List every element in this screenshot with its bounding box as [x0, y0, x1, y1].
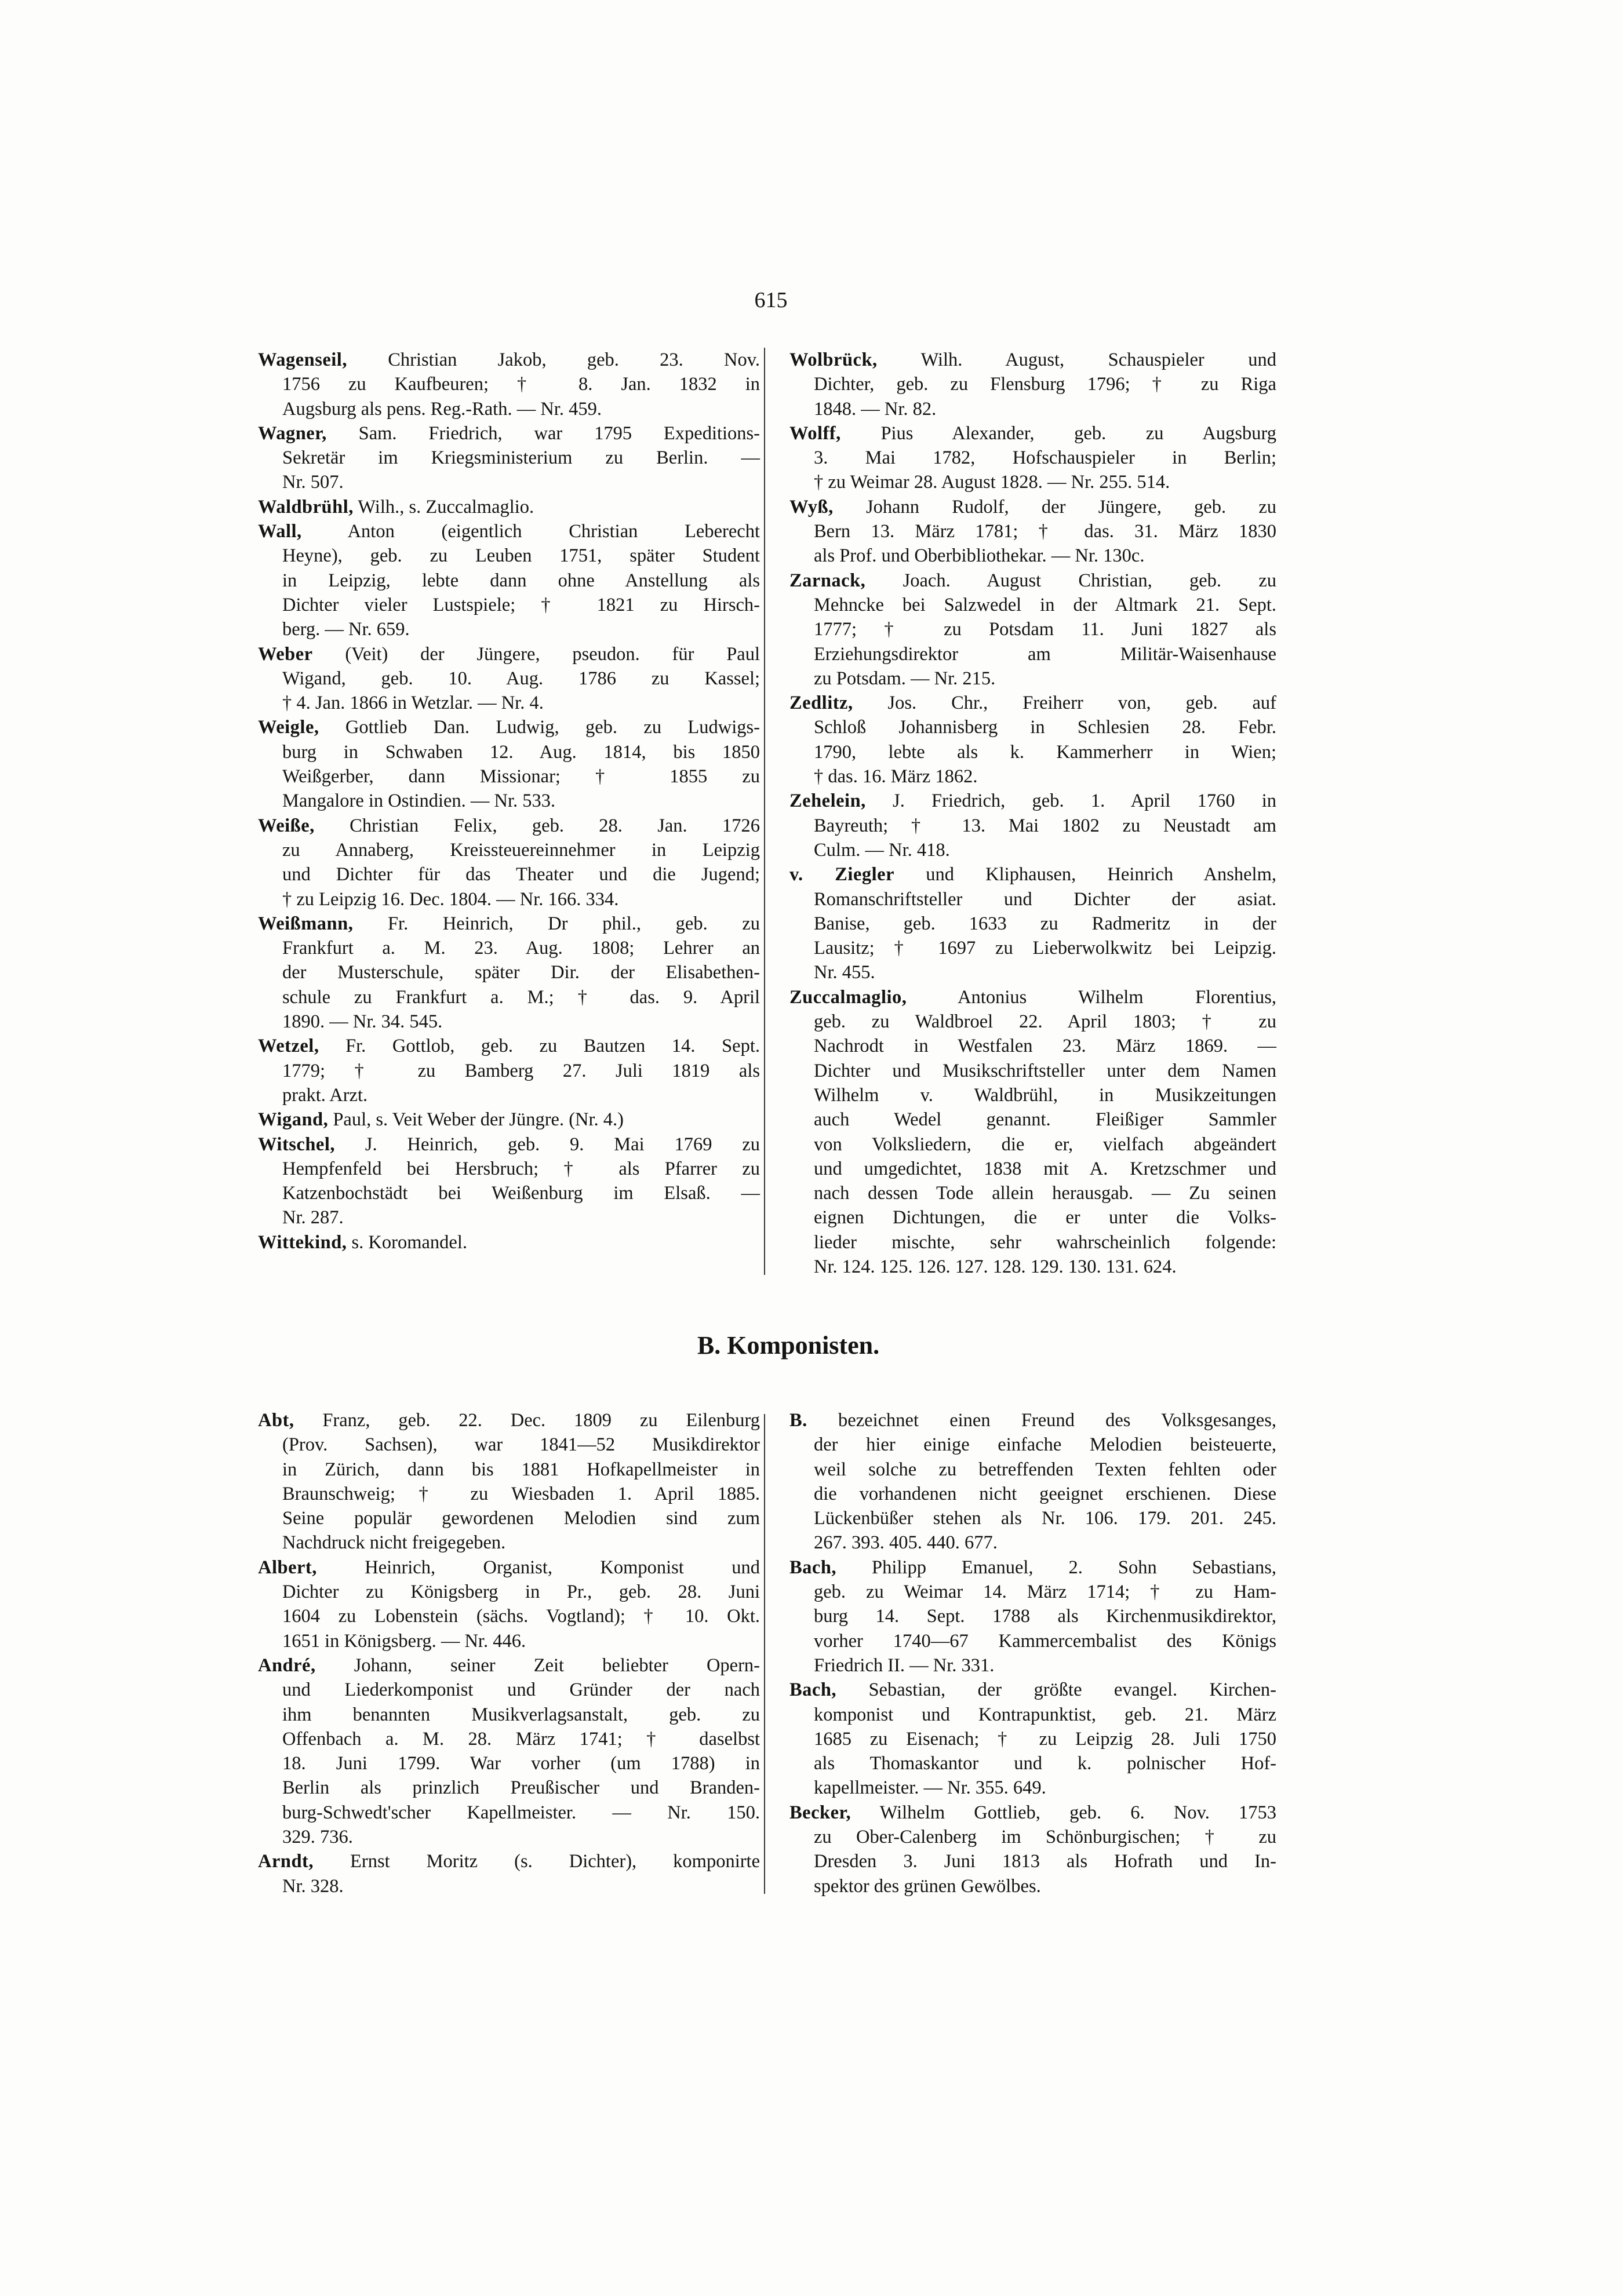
entry-line: [258, 740, 760, 764]
entry-line: [789, 1653, 1276, 1678]
entry-line: [789, 789, 1276, 813]
dictionary-entry: [258, 912, 760, 1034]
entry-line: [258, 617, 760, 642]
entry-headword: Weber: [258, 643, 313, 665]
entry-line: [789, 1555, 1276, 1580]
entry-line: [258, 1825, 760, 1849]
page-number: 615: [754, 288, 788, 312]
entry-text: Gottlieb Dan. Ludwig, geb. zu Ludwigs-: [345, 717, 760, 738]
dictionary-entry: [258, 519, 760, 642]
entry-line: [789, 1703, 1276, 1727]
entry-text: weil solche zu betreffenden Texten fehlten oder: [814, 1459, 1276, 1480]
entry-text: burg-Schwedt'scher Kapellmeister. — Nr. 150.: [282, 1802, 760, 1823]
entry-text: nach dessen Tode allein herausgab. — Zu seinen: [814, 1183, 1276, 1204]
entry-text: Culm. — Nr. 418.: [814, 839, 950, 861]
entry-line: [789, 421, 1276, 446]
column-divider-top: [764, 348, 765, 1275]
entry-text: Heinrich, Organist, Komponist und: [365, 1557, 760, 1578]
entry-text: Johann, seiner Zeit beliebter Opern-: [354, 1654, 760, 1676]
entry-text: Christian Felix, geb. 28. Jan. 1726: [350, 815, 760, 836]
entry-line: [789, 1255, 1276, 1279]
entry-text: und Kliphausen, Heinrich Anshelm,: [926, 864, 1276, 885]
dictionary-entry: [258, 814, 760, 912]
entry-line: [258, 1506, 760, 1530]
entry-line: [258, 1653, 760, 1678]
entry-line: [789, 666, 1276, 691]
entry-text: Wilh., s. Zuccalmaglio.: [358, 496, 534, 517]
dictionary-entry: [789, 421, 1276, 495]
entry-line: [258, 1107, 760, 1132]
entry-text: Friedrich II. — Nr. 331.: [814, 1654, 995, 1676]
entry-headword: Weigle,: [258, 717, 319, 738]
entry-text: Schloß Johannisberg in Schlesien 28. Febr.: [814, 717, 1276, 738]
entry-text: Offenbach a. M. 28. März 1741; † daselbst: [282, 1728, 760, 1750]
entry-line: [789, 1059, 1276, 1083]
entry-line: [258, 519, 760, 544]
entry-text: Romanschriftsteller und Dichter der asiat.: [814, 888, 1276, 910]
entry-headword: Wolbrück,: [789, 349, 878, 370]
entry-text: 3. Mai 1782, Hofschauspieler in Berlin;: [814, 447, 1276, 469]
entry-text: in Zürich, dann bis 1881 Hofkapellmeister in: [282, 1459, 760, 1480]
entry-text: Wigand, geb. 10. Aug. 1786 zu Kassel;: [282, 668, 760, 689]
entry-text: Antonius Wilhelm Florentius,: [958, 986, 1276, 1008]
dictionary-entry: [789, 789, 1276, 862]
entry-headword: Wittekind,: [258, 1231, 347, 1253]
entry-text: der Musterschule, später Dir. der Elisabethen-: [282, 962, 760, 983]
entry-line: [789, 1580, 1276, 1604]
entry-text: 1790, lebte als k. Kammerherr in Wien;: [814, 741, 1276, 763]
entry-line: [258, 1181, 760, 1205]
entry-line: [789, 470, 1276, 494]
entry-line: [789, 1009, 1276, 1034]
entry-text: † das. 16. März 1862.: [814, 766, 978, 788]
entry-text: 1848. — Nr. 82.: [814, 398, 937, 420]
entry-line: [258, 1083, 760, 1107]
column-right-top: [789, 348, 1276, 1279]
entry-text: Nr. 287.: [282, 1207, 344, 1229]
entry-line: [258, 1132, 760, 1157]
entry-line: [258, 1530, 760, 1555]
entry-text: Augsburg als pens. Reg.-Rath. — Nr. 459.: [282, 398, 602, 420]
entry-text: Paul, s. Veit Weber der Jüngre. (Nr. 4.): [333, 1109, 624, 1131]
dictionary-entry: [258, 1034, 760, 1107]
entry-text: Nachrodt in Westfalen 23. März 1869. —: [814, 1036, 1276, 1057]
entry-text: 18. Juni 1799. War vorher (um 1788) in: [282, 1753, 760, 1774]
entry-text: Wilhelm Gottlieb, geb. 6. Nov. 1753: [879, 1802, 1277, 1823]
entry-line: [258, 642, 760, 666]
entry-headword: Weißmann,: [258, 913, 354, 934]
entry-headword: Arndt,: [258, 1851, 314, 1872]
entry-line: [258, 1157, 760, 1181]
entry-headword: Abt,: [258, 1410, 294, 1431]
entry-text: der hier einige einfache Melodien beisteuerte,: [814, 1434, 1276, 1456]
entry-line: [258, 1776, 760, 1800]
entry-text: Pius Alexander, geb. zu Augsburg: [880, 422, 1277, 444]
entry-text: Fr. Heinrich, Dr phil., geb. zu: [387, 913, 760, 934]
entry-text: Anton (eigentlich Christian Leberecht: [347, 521, 760, 542]
entry-text: Wilhelm v. Waldbrühl, in Musikzeitungen: [814, 1084, 1276, 1106]
entry-text: 1651 in Königsberg. — Nr. 446.: [282, 1630, 526, 1652]
entry-text: in Leipzig, lebte dann ohne Anstellung als: [282, 570, 760, 591]
entry-line: [789, 642, 1276, 666]
entry-text: Sam. Friedrich, war 1795 Expeditions-: [358, 422, 760, 444]
entry-text: Nr. 124. 125. 126. 127. 128. 129. 130. 131. 624.: [814, 1256, 1177, 1277]
entry-line: [258, 1482, 760, 1506]
entry-line: [789, 1132, 1276, 1157]
entry-line: [258, 446, 760, 470]
entry-text: Banise, geb. 1633 zu Radmeritz in der: [814, 913, 1276, 934]
entry-line: [789, 912, 1276, 936]
entry-line: [789, 1482, 1276, 1506]
entry-line: [258, 1457, 760, 1482]
entry-line: [258, 421, 760, 446]
entry-text: prakt. Arzt.: [282, 1084, 368, 1106]
entry-line: [258, 1205, 760, 1230]
entry-line: [789, 936, 1276, 960]
entry-line: [258, 495, 760, 519]
entry-text: 1756 zu Kaufbeuren; † 8. Jan. 1832 in: [282, 374, 760, 395]
entry-line: [258, 372, 760, 396]
entry-line: [789, 1776, 1276, 1800]
entry-line: [789, 1107, 1276, 1132]
entry-line: [258, 838, 760, 862]
entry-line: [789, 495, 1276, 519]
entry-text: † zu Weimar 28. August 1828. — Nr. 255. 514.: [814, 472, 1170, 493]
entry-text: Berlin als prinzlich Preußischer und Branden-: [282, 1777, 760, 1799]
entry-text: Sekretär im Kriegsministerium zu Berlin. —: [282, 447, 760, 469]
entry-line: [789, 1034, 1276, 1058]
entry-text: Dichter vieler Lustspiele; † 1821 zu Hirsch-: [282, 594, 760, 615]
entry-text: Mehncke bei Salzwedel in der Altmark 21. Sept.: [814, 594, 1276, 615]
entry-line: [258, 691, 760, 715]
entry-line: [258, 568, 760, 593]
entry-line: [789, 887, 1276, 912]
entry-line: [258, 1678, 760, 1702]
column-divider-bottom: [764, 1414, 765, 1894]
dictionary-entry: [258, 1555, 760, 1653]
entry-text: Nr. 328.: [282, 1875, 344, 1897]
entry-line: [789, 960, 1276, 985]
entry-line: [258, 470, 760, 494]
entry-line: [258, 1604, 760, 1628]
entry-text: Dichter zu Königsberg in Pr., geb. 28. Juni: [282, 1581, 760, 1603]
entry-text: Dichter, geb. zu Flensburg 1796; † zu Riga: [814, 374, 1276, 395]
entry-line: [789, 715, 1276, 739]
entry-text: 1685 zu Eisenach; † zu Leipzig 28. Juli 1750: [814, 1728, 1276, 1750]
entry-line: [258, 960, 760, 985]
entry-text: 1779; † zu Bamberg 27. Juli 1819 als: [282, 1060, 760, 1081]
entry-line: [789, 1874, 1276, 1898]
entry-line: [789, 862, 1276, 887]
entry-text: spektor des grünen Gewölbes.: [814, 1875, 1041, 1897]
entry-text: eignen Dichtungen, die er unter die Volks-: [814, 1207, 1276, 1229]
entry-line: [258, 1849, 760, 1874]
entry-text: vorher 1740—67 Kammercembalist des Königs: [814, 1630, 1276, 1652]
entry-line: [258, 1433, 760, 1457]
entry-line: [258, 348, 760, 372]
dictionary-entry: [789, 1801, 1276, 1898]
entry-line: [258, 544, 760, 568]
entry-line: [258, 1034, 760, 1058]
entry-headword: Zehelein,: [789, 790, 866, 812]
dictionary-entry: [258, 1653, 760, 1849]
entry-line: [258, 397, 760, 421]
dictionary-entry: [258, 1107, 760, 1132]
entry-headword: Wall,: [258, 521, 302, 542]
entry-headword: Witschel,: [258, 1134, 335, 1155]
entry-line: [789, 838, 1276, 862]
entry-headword: Wyß,: [789, 496, 834, 517]
entry-text: geb. zu Waldbroel 22. April 1803; † zu: [814, 1011, 1276, 1033]
entry-text: (Veit) der Jüngere, pseudon. für Paul: [345, 643, 760, 665]
dictionary-entry: [258, 1408, 760, 1555]
entry-line: [789, 1849, 1276, 1874]
entry-text: Dichter und Musikschriftsteller unter dem Namen: [814, 1060, 1276, 1081]
entry-text: Bern 13. März 1781; † das. 31. März 1830: [814, 521, 1276, 542]
entry-line: [258, 666, 760, 691]
entry-line: [258, 1230, 760, 1255]
entry-text: Fr. Gottlob, geb. zu Bautzen 14. Sept.: [345, 1036, 760, 1057]
entry-text: 267. 393. 405. 440. 677.: [814, 1532, 998, 1554]
entry-text: burg in Schwaben 12. Aug. 1814, bis 1850: [282, 741, 760, 763]
entry-line: [258, 715, 760, 739]
entry-text: Dresden 3. Juni 1813 als Hofrath und In-: [814, 1851, 1276, 1872]
entry-text: von Volksliedern, die er, vielfach abgeändert: [814, 1134, 1276, 1155]
entry-text: Johann Rudolf, der Jüngere, geb. zu: [865, 496, 1276, 517]
dictionary-entry: [258, 495, 760, 519]
entry-headword: B.: [789, 1410, 807, 1431]
entry-text: zu Annaberg, Kreissteuereinnehmer in Leipzig: [282, 839, 760, 861]
entry-headword: Wagenseil,: [258, 349, 347, 370]
entry-text: Ernst Moritz (s. Dichter), komponirte: [350, 1851, 760, 1872]
entry-text: J. Heinrich, geb. 9. Mai 1769 zu: [365, 1134, 760, 1155]
entry-text: Frankfurt a. M. 23. Aug. 1808; Lehrer an: [282, 938, 760, 959]
entry-text: Seine populär gewordenen Melodien sind zum: [282, 1508, 760, 1529]
entry-text: lieder mischte, sehr wahrscheinlich folgende:: [814, 1231, 1276, 1253]
entry-line: [258, 1009, 760, 1034]
entry-line: [789, 1506, 1276, 1530]
dictionary-entry: [258, 348, 760, 421]
entry-text: Weißgerber, dann Missionar; † 1855 zu: [282, 766, 760, 788]
entry-headword: Albert,: [258, 1557, 317, 1578]
entry-line: [789, 1727, 1276, 1751]
entry-text: Heyne), geb. zu Leuben 1751, später Student: [282, 545, 760, 567]
entry-line: [789, 446, 1276, 470]
entry-line: [789, 814, 1276, 838]
entry-line: [258, 1727, 760, 1751]
entry-line: [258, 912, 760, 936]
entry-headword: Weiße,: [258, 815, 315, 836]
entry-text: komponist und Kontrapunktist, geb. 21. März: [814, 1704, 1276, 1725]
entry-line: [789, 1205, 1276, 1230]
entry-line: [258, 887, 760, 912]
entry-text: Bayreuth; † 13. Mai 1802 zu Neustadt am: [814, 815, 1276, 836]
entry-line: [789, 1751, 1276, 1776]
entry-line: [258, 862, 760, 887]
entry-text: Braunschweig; † zu Wiesbaden 1. April 1885.: [282, 1483, 760, 1504]
entry-headword: Wetzel,: [258, 1036, 319, 1057]
entry-line: [258, 1059, 760, 1083]
entry-text: als Thomaskantor und k. polnischer Hof-: [814, 1753, 1276, 1774]
entry-text: Joach. August Christian, geb. zu: [903, 570, 1276, 591]
entry-line: [789, 1801, 1276, 1825]
column-left-bottom: [258, 1408, 760, 1898]
dictionary-entry: [789, 1678, 1276, 1800]
entry-text: Sebastian, der größte evangel. Kirchen-: [868, 1679, 1277, 1701]
entry-line: [789, 568, 1276, 593]
entry-line: [258, 1555, 760, 1580]
entry-text: die vorhandenen nicht geeignet erschienen. Diese: [814, 1483, 1276, 1504]
entry-line: [789, 764, 1276, 789]
dictionary-entry: [789, 348, 1276, 421]
entry-text: 1604 zu Lobenstein (sächs. Vogtland); † 10. Okt.: [282, 1606, 760, 1627]
entry-line: [789, 1678, 1276, 1702]
entry-line: [789, 544, 1276, 568]
entry-text: Christian Jakob, geb. 23. Nov.: [388, 349, 760, 370]
entry-line: [258, 1580, 760, 1604]
entry-text: schule zu Frankfurt a. M.; † das. 9. April: [282, 986, 760, 1008]
dictionary-entry: [789, 495, 1276, 568]
entry-text: auch Wedel genannt. Fleißiger Sammler: [814, 1109, 1276, 1131]
entry-headword: Bach,: [789, 1557, 837, 1578]
entry-text: 1777; † zu Potsdam 11. Juni 1827 als: [814, 619, 1276, 640]
dictionary-entry: [258, 642, 760, 716]
entry-headword: Wigand,: [258, 1109, 329, 1131]
entry-line: [789, 1157, 1276, 1181]
entry-line: [258, 1703, 760, 1727]
entry-text: bezeichnet einen Freund des Volksgesanges,: [838, 1410, 1276, 1431]
entry-text: 329. 736.: [282, 1827, 353, 1848]
entry-line: [789, 397, 1276, 421]
entry-text: Katzenbochstädt bei Weißenburg im Elsaß. —: [282, 1183, 760, 1204]
entry-line: [258, 789, 760, 813]
entry-line: [258, 593, 760, 617]
dictionary-entry: [258, 715, 760, 813]
entry-text: berg. — Nr. 659.: [282, 619, 410, 640]
entry-line: [258, 1629, 760, 1653]
entry-line: [789, 348, 1276, 372]
entry-text: Nachdruck nicht freigegeben.: [282, 1532, 506, 1554]
entry-headword: Zarnack,: [789, 570, 866, 591]
entry-text: und umgedichtet, 1838 mit A. Kretzschmer und: [814, 1158, 1276, 1179]
entry-line: [258, 936, 760, 960]
entry-line: [258, 1751, 760, 1776]
entry-line: [789, 740, 1276, 764]
entry-text: zu Potsdam. — Nr. 215.: [814, 668, 996, 689]
dictionary-entry: [258, 421, 760, 495]
column-left-top: [258, 348, 760, 1255]
dictionary-entry: [789, 862, 1276, 985]
entry-text: als Prof. und Oberbibliothekar. — Nr. 130c.: [814, 545, 1145, 567]
entry-line: [789, 1604, 1276, 1628]
entry-headword: Bach,: [789, 1679, 837, 1701]
entry-text: Philipp Emanuel, 2. Sohn Sebastians,: [872, 1557, 1276, 1578]
entry-text: (Prov. Sachsen), war 1841—52 Musikdirektor: [282, 1434, 760, 1456]
entry-line: [789, 519, 1276, 544]
entry-text: Hempfenfeld bei Hersbruch; † als Pfarrer zu: [282, 1158, 760, 1179]
entry-line: [258, 764, 760, 789]
entry-text: Nr. 507.: [282, 472, 344, 493]
entry-line: [789, 1433, 1276, 1457]
entry-text: Lausitz; † 1697 zu Lieberwolkwitz bei Leipzig.: [814, 938, 1276, 959]
entry-text: Jos. Chr., Freiherr von, geb. auf: [887, 693, 1276, 714]
entry-line: [789, 1629, 1276, 1653]
dictionary-entry: [789, 1555, 1276, 1678]
entry-line: [789, 1408, 1276, 1433]
entry-headword: Zuccalmaglio,: [789, 986, 907, 1008]
column-right-bottom: [789, 1408, 1276, 1898]
entry-line: [258, 1801, 760, 1825]
entry-text: † zu Leipzig 16. Dec. 1804. — Nr. 166. 334.: [282, 888, 619, 910]
entry-line: [789, 593, 1276, 617]
entry-line: [789, 985, 1276, 1009]
entry-headword: Wagner,: [258, 422, 327, 444]
entry-line: [789, 1825, 1276, 1849]
dictionary-entry: [789, 985, 1276, 1280]
entry-line: [789, 617, 1276, 642]
entry-headword: Wolff,: [789, 422, 841, 444]
dictionary-entry: [789, 1408, 1276, 1555]
entry-text: zu Ober-Calenberg im Schönburgischen; † zu: [814, 1827, 1276, 1848]
entry-line: [789, 1230, 1276, 1255]
entry-line: [789, 1181, 1276, 1205]
entry-text: s. Koromandel.: [351, 1231, 468, 1253]
entry-headword: Waldbrühl,: [258, 496, 354, 517]
entry-text: Wilh. August, Schauspieler und: [920, 349, 1277, 370]
entry-text: und Dichter für das Theater und die Jugend;: [282, 864, 760, 885]
entry-text: J. Friedrich, geb. 1. April 1760 in: [893, 790, 1277, 812]
entry-text: Nr. 455.: [814, 962, 875, 983]
entry-headword: Becker,: [789, 1802, 851, 1823]
entry-line: [789, 691, 1276, 715]
entry-text: Franz, geb. 22. Dec. 1809 zu Eilenburg: [322, 1410, 760, 1431]
entry-line: [789, 372, 1276, 396]
dictionary-entry: [258, 1132, 760, 1230]
entry-text: † 4. Jan. 1866 in Wetzlar. — Nr. 4.: [282, 693, 544, 714]
entry-line: [789, 1083, 1276, 1107]
entry-headword: André,: [258, 1654, 316, 1676]
dictionary-entry: [258, 1849, 760, 1898]
entry-line: [258, 814, 760, 838]
entry-text: 1890. — Nr. 34. 545.: [282, 1011, 443, 1033]
entry-text: Mangalore in Ostindien. — Nr. 533.: [282, 790, 556, 812]
dictionary-entry: [258, 1230, 760, 1255]
entry-line: [258, 1408, 760, 1433]
entry-text: und Liederkomponist und Gründer der nach: [282, 1679, 760, 1701]
entry-line: [789, 1457, 1276, 1482]
entry-line: [789, 1530, 1276, 1555]
entry-text: geb. zu Weimar 14. März 1714; † zu Ham-: [814, 1581, 1276, 1603]
entry-line: [258, 985, 760, 1009]
entry-text: ihm benannten Musikverlagsanstalt, geb. zu: [282, 1704, 760, 1725]
dictionary-entry: [789, 568, 1276, 691]
entry-text: Erziehungsdirektor am Militär-Waisenhause: [814, 643, 1276, 665]
entry-headword: v. Ziegler: [789, 864, 895, 885]
dictionary-entry: [789, 691, 1276, 789]
entry-headword: Zedlitz,: [789, 693, 853, 714]
entry-text: kapellmeister. — Nr. 355. 649.: [814, 1777, 1046, 1799]
entry-text: burg 14. Sept. 1788 als Kirchenmusikdirektor,: [814, 1606, 1276, 1627]
section-heading: B. Komponisten.: [697, 1331, 880, 1360]
entry-text: Lückenbüßer stehen als Nr. 106. 179. 201. 245.: [814, 1508, 1276, 1529]
entry-line: [258, 1874, 760, 1898]
